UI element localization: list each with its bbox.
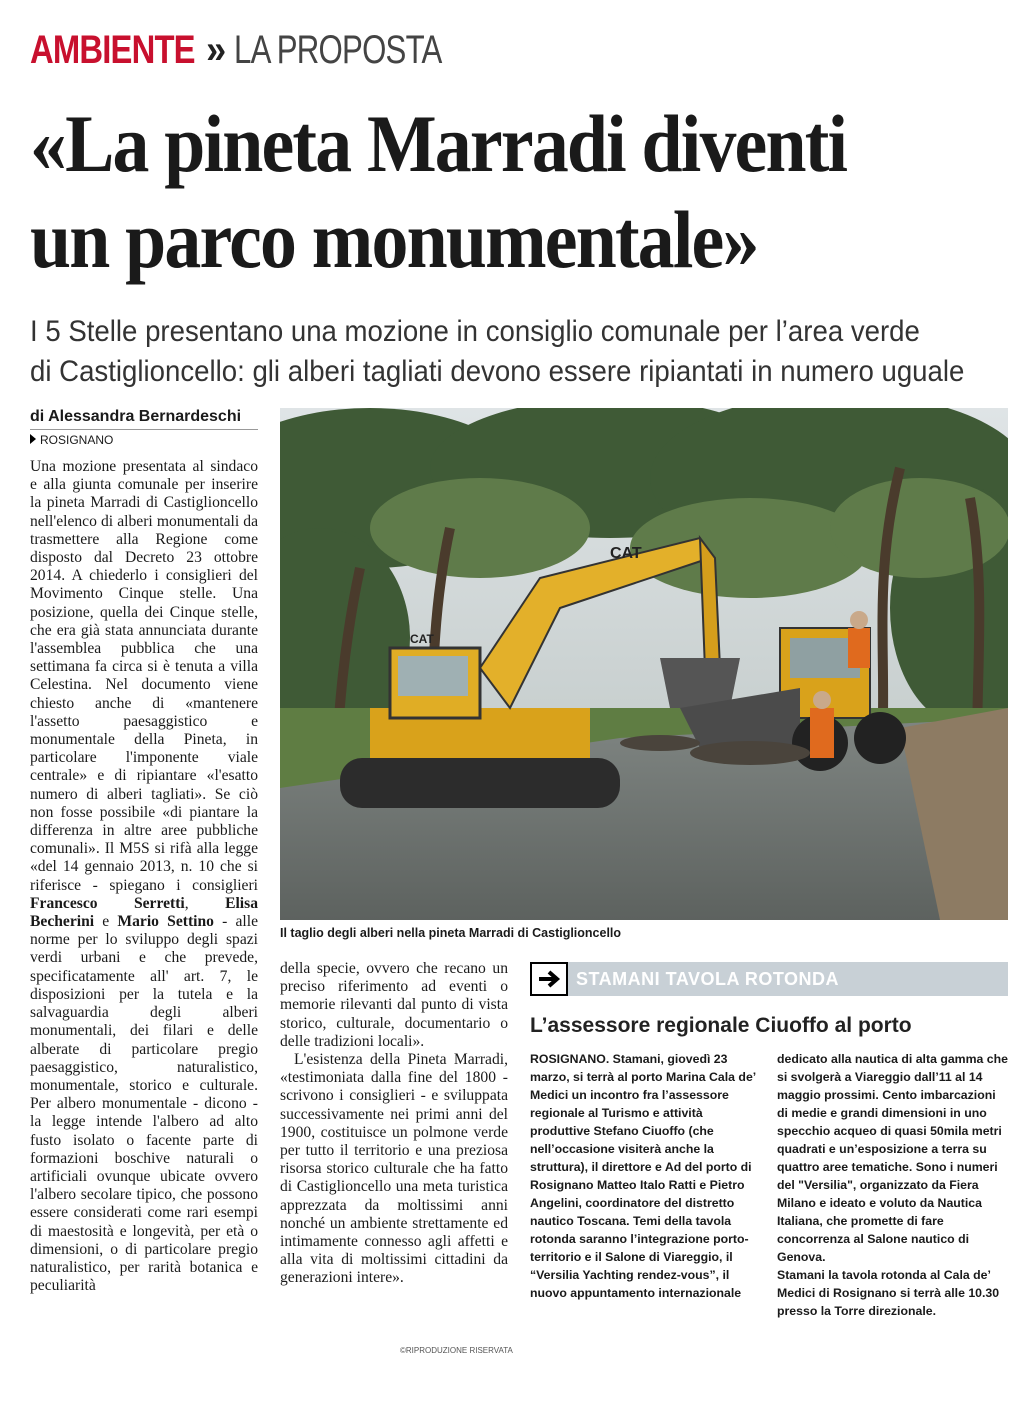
deck-line-2: di Castiglioncello: gli alberi tagliati devono essere ripiantati in numero uguale bbox=[30, 355, 965, 388]
photo-caption: Il taglio degli alberi nella pineta Marradi di Castiglioncello bbox=[280, 926, 622, 940]
byline bbox=[30, 408, 258, 447]
person-name: Elisa Becherini bbox=[30, 894, 258, 931]
sidebar-title: L’assessore regionale Ciuoffo al porto bbox=[530, 1014, 912, 1037]
machine-brand-text: CAT bbox=[410, 632, 434, 646]
section-kicker bbox=[30, 26, 500, 74]
kicker-category: AMBIENTE bbox=[30, 27, 195, 72]
article-column-2 bbox=[280, 960, 508, 1288]
article-paragraph bbox=[30, 458, 258, 1295]
headline bbox=[30, 96, 930, 288]
deck-subtitle bbox=[30, 312, 965, 392]
article-column-1 bbox=[30, 458, 258, 1295]
sidebar-column-2 bbox=[777, 1050, 1008, 1320]
article-photo bbox=[280, 408, 1008, 920]
article-paragraph: L'esistenza della Pineta Marradi, «testimoniata dalla fine del 1800 - scrivono i consiglieri - e sviluppata successivamente nei primi anni del 1900, costituisce un polmone verde per tutto il territorio e una preziosa risorsa storico culturale che ha fatto di Castiglioncello una meta turistica apprezzata da moltissimi anni nonché un ambiente strettamente ed intimamente connesso agli affetti e alla vita di moltissimi cittadini da generazioni intere». bbox=[280, 1051, 508, 1287]
dateline-place: ROSIGNANO bbox=[30, 433, 258, 447]
excavator-photo-illustration bbox=[280, 408, 1008, 920]
article-paragraph: della specie, ovvero che recano un preciso riferimento ad eventi o memorie rilevanti dal punto di vista storico, culturale, documentario o delle tradizioni locali». bbox=[280, 960, 508, 1050]
person-name: Francesco Serretti bbox=[30, 894, 185, 912]
body-text: , bbox=[184, 894, 226, 912]
body-text: e bbox=[94, 913, 118, 931]
author: di Alessandra Bernardeschi bbox=[30, 408, 258, 430]
kicker-arrows: » bbox=[205, 27, 226, 72]
sidebar-label-bar bbox=[530, 962, 1008, 996]
copyright-notice: ©RIPRODUZIONE RISERVATA bbox=[400, 1346, 513, 1355]
body-text: Una mozione presentata al sindaco e alla giunta comunale per inserire la pineta Marradi di Castiglioncello nell'elenco di alberi monumentali da trasmettere alla Regione come disposto dal Decreto 23 ottobre 2014. A chiederlo i consiglieri del Movimento Cinque stelle. Una posizione, quella dei Cinque stelle, che era già stata annunciata durante l'assemblea pubblica che una settimana fa circa si è tenuta a villa Celestina. Nel documento viene chiesto anche di «mantenere l'assetto paesaggistico e monumentale della Pineta, in particolare l'imponente viale centrale» e di ripiantare «l'esatto numero di alberi tagliati». Se ciò non fosse possibile «di piantare la differenza in altre aree pubbliche comunali». Il M5S si rifà alla legge «del 14 gennaio 2013, n. 10 che si riferisce - spiegano i consiglieri bbox=[30, 458, 258, 894]
deck-line-1: I 5 Stelle presentano una mozione in consiglio comunale per l’area verde bbox=[30, 315, 920, 348]
sidebar-label: STAMANI TAVOLA ROTONDA bbox=[568, 962, 1008, 996]
sidebar-paragraph: dedicato alla nautica di alta gamma che si svolgerà a Viareggio dall’11 al 14 maggio prossimi. Cento imbarcazioni di medie e grandi dimensioni in uno specchio acqueo di quasi 50mila metri quadrati e un’esposizione a terra su quattro aree tematiche. Sono i numeri del "Versilia", organizzato da Fiera Milano e ideato e voluto da Nautica Italiana, che promette di fare concorrenza al Salone nautico di Genova. bbox=[777, 1052, 1008, 1264]
headline-line-2: un parco monumentale» bbox=[30, 194, 758, 285]
arrow-right-icon bbox=[530, 962, 568, 996]
sidebar-columns bbox=[530, 1050, 1008, 1320]
headline-line-1: «La pineta Marradi diventi bbox=[30, 98, 847, 189]
sidebar-column-1 bbox=[530, 1050, 761, 1320]
person-name: Mario Settino bbox=[117, 913, 214, 931]
sidebar-box bbox=[530, 962, 1008, 1320]
kicker-section: LA PROPOSTA bbox=[234, 27, 442, 72]
machine-brand-text: CAT bbox=[610, 545, 642, 562]
sidebar-paragraph: Stamani la tavola rotonda al Cala de’ Medici di Rosignano si terrà alle 10.30 presso la Torre direzionale. bbox=[777, 1268, 1000, 1318]
sidebar-paragraph: ROSIGNANO. Stamani, giovedì 23 marzo, si terrà al porto Marina Cala de’ Medici un incontro fra l’assessore regionale al Turismo e attività produttive Stefano Ciuoffo (che nell’occasione visiterà anche la struttura), il direttore e Ad del porto di Rosignano Matteo Italo Ratti e Pietro Angelini, coordinatore del distretto nautico Toscana. Temi della tavola rotonda saranno l’integrazione porto-territorio e il Salone di Viareggio, il “Versilia Yachting rendez-vous”, il nuovo appuntamento internazionale bbox=[530, 1052, 756, 1300]
body-text: - alle norme per lo sviluppo degli spazi verdi urbani e che prevede, specificatamente all' art. 7, le disposizioni per la tutela e la salvaguardia degli alberi monumentali, dei filari e delle alberate di particolare pregio paesaggistico, naturalistico, monumentale, storico e culturale. Per albero monumentale - dicono - la legge intende l'albero ad alto fusto isolato o facente parte di formazioni boschive naturali o artificiali ovunque ubicate ovvero l'albero secolare tipico, che possono essere considerati come rari esempi di maestosità e longevità, per età o dimensioni, o di particolare pregio naturalistico, per rarità botanica e peculiarità bbox=[30, 913, 259, 1295]
